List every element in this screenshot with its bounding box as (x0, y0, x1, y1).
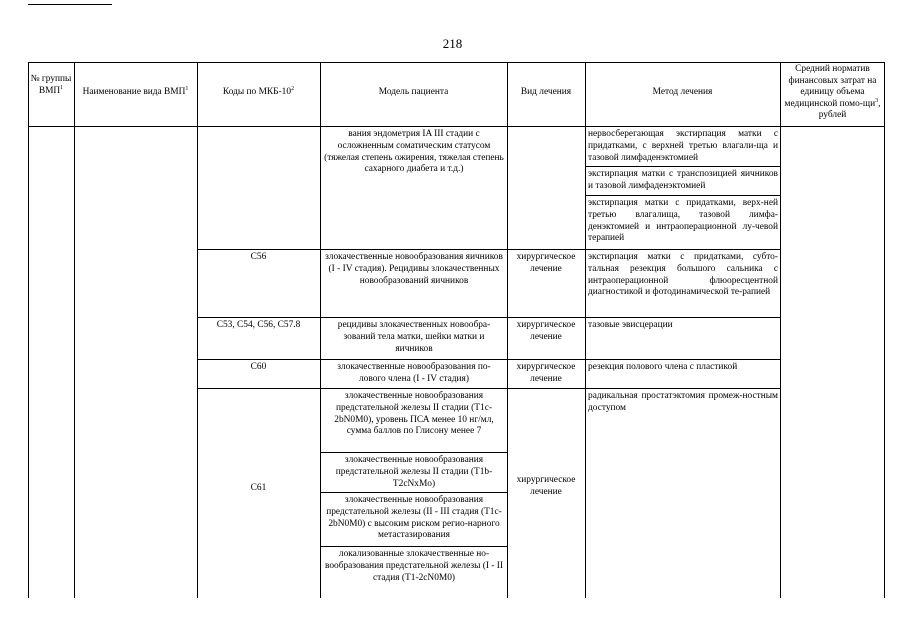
col-divider (320, 62, 321, 598)
icd-code-cell: C61 (250, 483, 267, 493)
patient-model-cell: злокачественные новообразования по-лового члена (I - IV стадия) (337, 362, 491, 384)
vmp-table (28, 62, 885, 598)
row-divider (320, 546, 507, 547)
icd-code-cell: C56 (250, 252, 267, 262)
col-divider (780, 62, 781, 598)
row-divider (320, 452, 507, 453)
header-group-number: № группы ВМП$^1$ (30, 74, 72, 96)
header-patient-model: Модель пациента (378, 87, 449, 97)
treatment-type-cell: хирургическое лечение (516, 475, 576, 497)
row-divider (197, 317, 780, 318)
row-divider (197, 359, 780, 360)
row-divider (585, 195, 780, 196)
row-divider (585, 166, 780, 167)
icd-code-cell: C60 (250, 362, 267, 372)
table-border (28, 62, 885, 63)
treatment-method-cell: радикальная простатэктомия промеж-ностным доступом (588, 391, 778, 413)
table-border (884, 62, 885, 598)
icd-code-cell: C53, C54, C56, C57.8 (216, 320, 301, 330)
col-divider (585, 62, 586, 598)
treatment-method-cell: экстирпация матки с транспозицией яичников и тазовой лимфаденэктомией (588, 169, 778, 191)
treatment-method-cell: тазовые эвисцерации (588, 320, 673, 330)
table-border (28, 62, 29, 598)
patient-model-cell: злокачественные новообразования яичников (I - IV стадия). Рецидивы злокачественных новообразований яичников (325, 252, 503, 286)
header-treatment-type: Вид лечения (520, 87, 572, 97)
treatment-method-cell: нервосберегающая экстирпация матки с придатками, с верхней третью влагали-ща и тазовой лимфаденэктомией (588, 129, 778, 163)
treatment-method-cell: экстирпация матки с придатками, субто-тальная резекция большого сальника с интраоперационной флюоресцентной диагностикой и фотодинамической те-рапией (588, 252, 778, 298)
patient-model-cell: рецидивы злокачественных новообра-зований тела матки, шейки матки и яичников (337, 320, 491, 354)
treatment-method-cell: экстирпация матки с придатками, верх-ней третью влагалища, тазовой лимфа-денэктомией и интраоперационной лу-чевой терапией (588, 198, 778, 244)
row-divider (320, 492, 507, 493)
header-icd-codes: Коды по МКБ-$10^2$ (222, 85, 295, 97)
treatment-method-cell: резекция полового члена с пластикой (588, 362, 738, 372)
treatment-type-cell: хирургическое лечение (516, 252, 576, 274)
patient-model-cell: злокачественные новообразования предстательной железы II стадии (T1c-2bN0M0), уровень ПСА менее 10 нг/мл, сумма баллов по Глисону менее 7 (334, 391, 494, 437)
treatment-type-cell: хирургическое лечение (516, 320, 576, 342)
header-vmp-name: Наименование вида ВМП$^1$ (82, 85, 189, 97)
treatment-type-cell: хирургическое лечение (516, 362, 576, 384)
header-cost-standard: Средний норматив финансовых затрат на единицу объема медицинской помо-$щи^3$, рублей (784, 64, 881, 120)
page-number: 218 (442, 36, 463, 51)
patient-model-cell: злокачественные новообразования предстательной железы (II - III стадия (T1c-2bN0M0) с высоким риском регио-нарного метастазирования (326, 495, 502, 541)
row-divider (197, 249, 780, 250)
col-divider (74, 62, 75, 598)
patient-model-cell: локализованные злокачественные но-вообразования предстательной железы (I - II стадия (T1-2cN0M0) (324, 549, 504, 583)
patient-model-cell: злокачественные новообразования предстательной железы II стадии (T1b-T2cNxMo) (335, 455, 493, 489)
header-divider (28, 126, 885, 127)
header-treatment-method: Метод лечения (652, 87, 713, 97)
top-rule (28, 4, 112, 5)
patient-model-cell: вания эндометрия IA III стадии с осложненным соматическим статусом (тяжелая степень ожирения, тяжелая степень сахарного диабета и т.д.) (324, 129, 504, 175)
row-divider (197, 388, 780, 389)
